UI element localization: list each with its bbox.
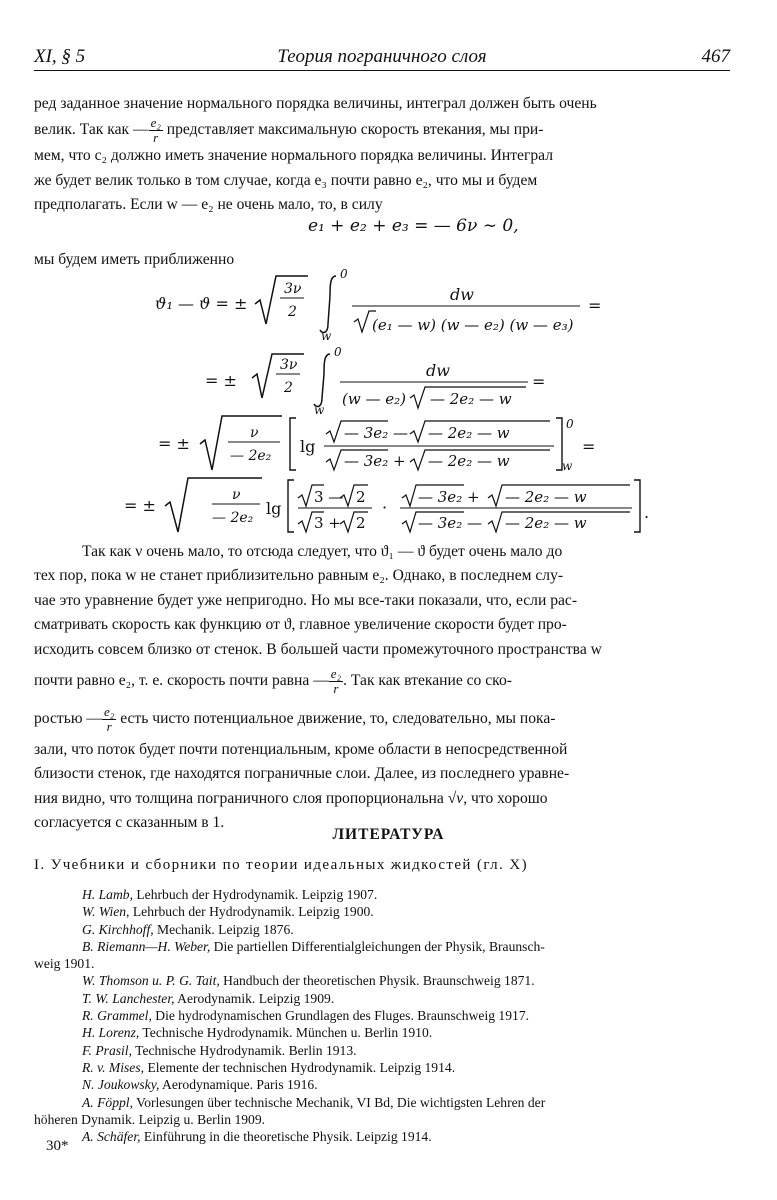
text-line: велик. Так как — $\frac{\text{e₂}}{r}$ представляет максимальную скорость втекания, мы при- (34, 115, 544, 146)
chapter-ref: XI, § 5 (34, 46, 86, 67)
reference-item: W. Thomson u. P. G. Tait, Handbuch der theoretischen Physik. Braunschweig 1871. (82, 973, 535, 989)
literature-heading: ЛИТЕРАТУРА (332, 826, 445, 843)
svg-text:2: 2 (284, 380, 293, 396)
reference-item: G. Kirchhoff, Mechanik. Leipzig 1876. (82, 921, 294, 937)
svg-text:— 2e₂ — w: — 2e₂ — w (505, 488, 587, 506)
text-line: сматривать скорость как функцию от ϑ, главное увеличение скорости будет про- (34, 616, 567, 634)
svg-text:3 +: 3 + (314, 514, 341, 532)
bracket-right (634, 480, 640, 532)
fraction-e2-over-r: $\frac{\text{e₂}}{r}$ (103, 703, 115, 734)
page-number: 467 (701, 46, 730, 67)
svg-text:dw: dw (450, 285, 474, 304)
reference-item: B. Riemann—H. Weber, Die partiellen Differentialgleichungen der Physik, Braunsch- weig 1901. (34, 938, 545, 972)
svg-text:0: 0 (340, 267, 348, 281)
text-line: согласуется с сказанным в 1. (34, 814, 225, 832)
svg-text:— 2e₂ — w: — 2e₂ — w (505, 514, 587, 532)
reference-item: A. Föppl, Vorlesungen über technische Mechanik, VI Bd, Die wichtigsten Lehren der höheren Dynamik. Leipzig u. Berlin 1909. (34, 1094, 546, 1127)
paragraph-2 (34, 540, 730, 836)
signature-mark: 30* (46, 1138, 69, 1154)
text-line: ростью — $\frac{\text{e₂}}{r}$ есть чисто потенциальное движение, то, следовательно, мы пока- (34, 703, 556, 734)
svg-text:2: 2 (356, 488, 366, 506)
svg-text:2: 2 (356, 514, 366, 532)
svg-text:·: · (382, 498, 388, 517)
text-line: предполагать. Если w — e₂ не очень мало, то, в силу (34, 196, 383, 214)
text-line: же будет велик только в том случае, когда e₃ почти равно e₂, что мы и будем (34, 171, 538, 189)
reference-item: H. Lorenz, Technische Hydrodynamik. München u. Berlin 1910. (82, 1025, 433, 1041)
reference-item: F. Prasil, Technische Hydrodynamik. Berlin 1913. (82, 1042, 357, 1058)
reference-item: A. Schäfer, Einführung in die theoretische Physik. Leipzig 1914. (82, 1129, 432, 1145)
text-line: Так как ν очень мало, то отсюда следует, что ϑ₁ — ϑ будет очень мало до (82, 543, 563, 560)
svg-text:dw: dw (426, 361, 450, 380)
approx-text-line: мы будем иметь приближенно (34, 251, 235, 268)
section-title: I. Учебники и сборники по теории идеальных жидкостей (гл. X) (34, 857, 528, 873)
reference-item: R. Grammel, Die hydrodynamischen Grundlagen des Fluges. Braunschweig 1917. (82, 1008, 530, 1024)
eq4-lhs: = ± (124, 496, 156, 515)
reference-item: T. W. Lanchester, Aerodynamik. Leipzig 1909. (82, 990, 335, 1006)
svg-text:— 2e₂ — w: — 2e₂ — w (428, 452, 510, 470)
svg-text:lg: lg (266, 499, 282, 518)
text-line: чае это уравнение будет уже непригодно. Но мы все-таки показали, что, если рас- (34, 591, 578, 609)
reference-item: W. Wien, Lehrbuch der Hydrodynamik. Leipzig 1900. (82, 904, 374, 920)
text-line: ния видно, что толщина пограничного слоя пропорциональна √ν, что хорошо (34, 789, 548, 807)
reference-item: H. Lamb, Lehrbuch der Hydrodynamik. Leipzig 1907. (82, 887, 378, 902)
svg-text:3ν: 3ν (280, 357, 298, 373)
reference-list (34, 886, 730, 1145)
svg-text:— 2e₂ — w: — 2e₂ — w (430, 390, 512, 408)
text-line: мем, что c₂ должно иметь значение нормального порядка величины. Интеграл (34, 147, 553, 165)
svg-text:=: = (588, 296, 602, 315)
text-line: тех пор, пока w не станет приблизительно равным e₂. Однако, в последнем слу- (34, 567, 564, 585)
text-line: исходить совсем близко от стенок. В большей части промежуточного пространства w (34, 640, 602, 658)
svg-text:.: . (644, 503, 650, 522)
svg-text:0: 0 (566, 417, 574, 431)
svg-text:w: w (562, 459, 573, 473)
svg-text:=: = (582, 437, 596, 456)
reference-item: R. v. Mises, Elemente der technischen Hydrodynamik. Leipzig 1914. (82, 1059, 456, 1075)
svg-text:— 3e₂ +: — 3e₂ + (418, 488, 480, 506)
fraction-e2-over-r: $\frac{\text{e₂}}{r}$ (330, 665, 342, 696)
svg-text:— 3e₂ —: — 3e₂ — (418, 514, 482, 532)
page-title: Теория пограничного слоя (277, 46, 487, 67)
svg-text:— 3e₂ —: — 3e₂ — (344, 424, 408, 442)
svg-text:ν: ν (232, 487, 241, 503)
fraction-e2-over-r: $\frac{\text{e₂}}{r}$ (150, 115, 161, 146)
equation-block (0, 266, 777, 536)
svg-text:lg: lg (300, 437, 316, 456)
text-line: зали, что поток будет почти потенциальным, кроме области в непосредственной (34, 741, 568, 759)
integral-sign (314, 354, 330, 406)
svg-text:0: 0 (334, 345, 342, 359)
svg-text:— 2e₂ — w: — 2e₂ — w (428, 424, 510, 442)
integral-sign (320, 276, 336, 332)
reference-item: N. Joukowsky, Aerodynamique. Paris 1916. (82, 1077, 318, 1093)
svg-text:— 2e₂: — 2e₂ (212, 510, 254, 526)
svg-text:w: w (314, 403, 325, 417)
equation-sum: e₁ + e₂ + e₃ = — 6ν ∼ 0, (308, 216, 519, 236)
text-line: ред заданное значение нормального порядка величины, интеграл должен быть очень (34, 95, 597, 112)
svg-text:ν: ν (250, 425, 259, 441)
svg-text:3 —: 3 — (314, 488, 344, 506)
text-line: почти равно e₂, т. е. скорость почти равна — $\frac{\text{e₂}}{r}$ . Так как втекание со ско- (34, 665, 512, 696)
eq1-lhs: ϑ₁ — ϑ = ± (155, 294, 248, 313)
svg-text:— 2e₂: — 2e₂ (230, 448, 272, 464)
paragraph-1 (34, 92, 730, 218)
svg-text:2: 2 (288, 304, 297, 320)
running-header (34, 44, 730, 71)
eq3-lhs: = ± (158, 434, 190, 453)
svg-text:=: = (532, 372, 546, 391)
sqrt-nu: √ν (447, 789, 464, 807)
svg-text:w: w (321, 329, 332, 343)
svg-text:3ν: 3ν (284, 281, 302, 297)
eq2-lhs: = ± (205, 371, 237, 390)
svg-text:— 3e₂ +: — 3e₂ + (344, 452, 406, 470)
svg-text:(e₁ — w) (w — e₂) (w — e₃): (e₁ — w) (w — e₂) (w — e₃) (372, 316, 574, 334)
bracket-left (288, 480, 294, 532)
bracket-left (290, 418, 296, 470)
svg-text:(w — e₂): (w — e₂) (342, 390, 406, 408)
text-line: близости стенок, где находятся пограничные слои. Далее, из последнего уравне- (34, 765, 570, 783)
